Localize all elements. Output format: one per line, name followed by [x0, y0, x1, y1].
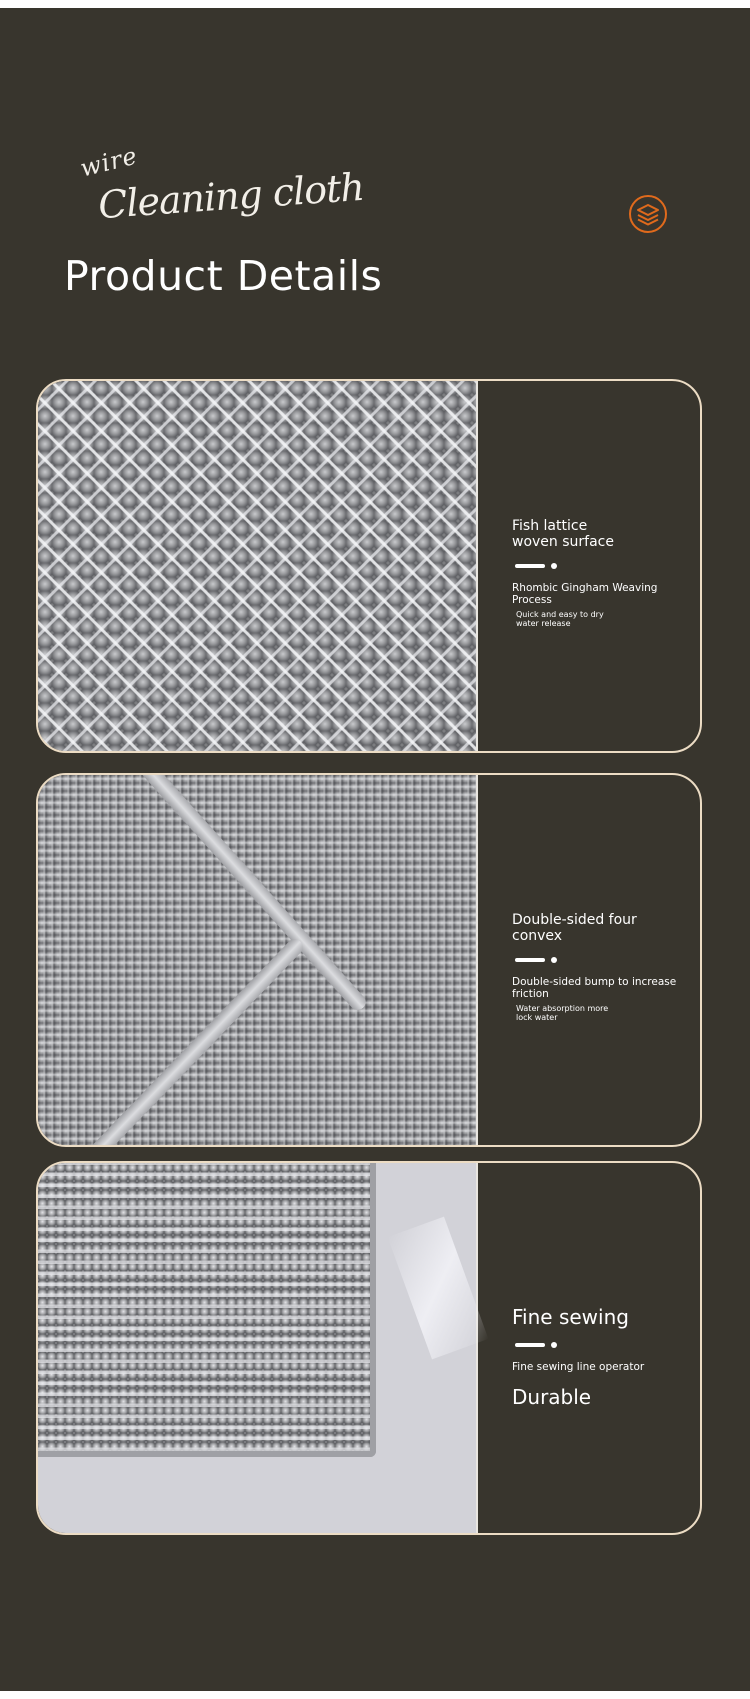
surface-shine: [388, 1217, 489, 1360]
feature-note: Quick and easy to dry water release: [516, 610, 604, 628]
feature-info: [512, 912, 676, 1022]
feature-info: [512, 518, 657, 628]
feature-subtitle: Rhombic Gingham Weaving Process: [512, 582, 658, 606]
divider-icon: [515, 562, 557, 570]
page-title: Product Details: [64, 252, 383, 300]
feature-subtitle: Double-sided bump to increase friction: [512, 976, 677, 1000]
cloth-photo-lattice: [38, 381, 478, 751]
script-small-text: wire: [77, 141, 141, 183]
page-background: [0, 8, 750, 1691]
feature-card-double-sided: [36, 773, 702, 1147]
divider-icon: [515, 1341, 557, 1349]
feature-title: Double-sided four convex: [512, 912, 637, 944]
feature-subtitle: Fine sewing line operator: [512, 1361, 645, 1373]
cloth-photo-double-sided: [38, 775, 478, 1145]
feature-extra: Durable: [512, 1385, 592, 1409]
feature-title: Fish lattice woven surface: [512, 518, 614, 550]
layers-icon: [628, 194, 668, 234]
feature-info: [512, 1305, 644, 1409]
feature-title: Fine sewing: [512, 1305, 629, 1329]
cloth-photo-sewing: [38, 1163, 478, 1533]
cloth-hem: [116, 773, 369, 1013]
script-main-text: Cleaning cloth: [96, 164, 366, 228]
feature-card-fish-lattice: [36, 379, 702, 753]
cloth-sample: [38, 1163, 376, 1457]
feature-card-fine-sewing: [36, 1161, 702, 1535]
divider-icon: [515, 956, 557, 964]
feature-note: Water absorption more lock water: [516, 1004, 609, 1022]
cloth-hem: [65, 936, 306, 1147]
